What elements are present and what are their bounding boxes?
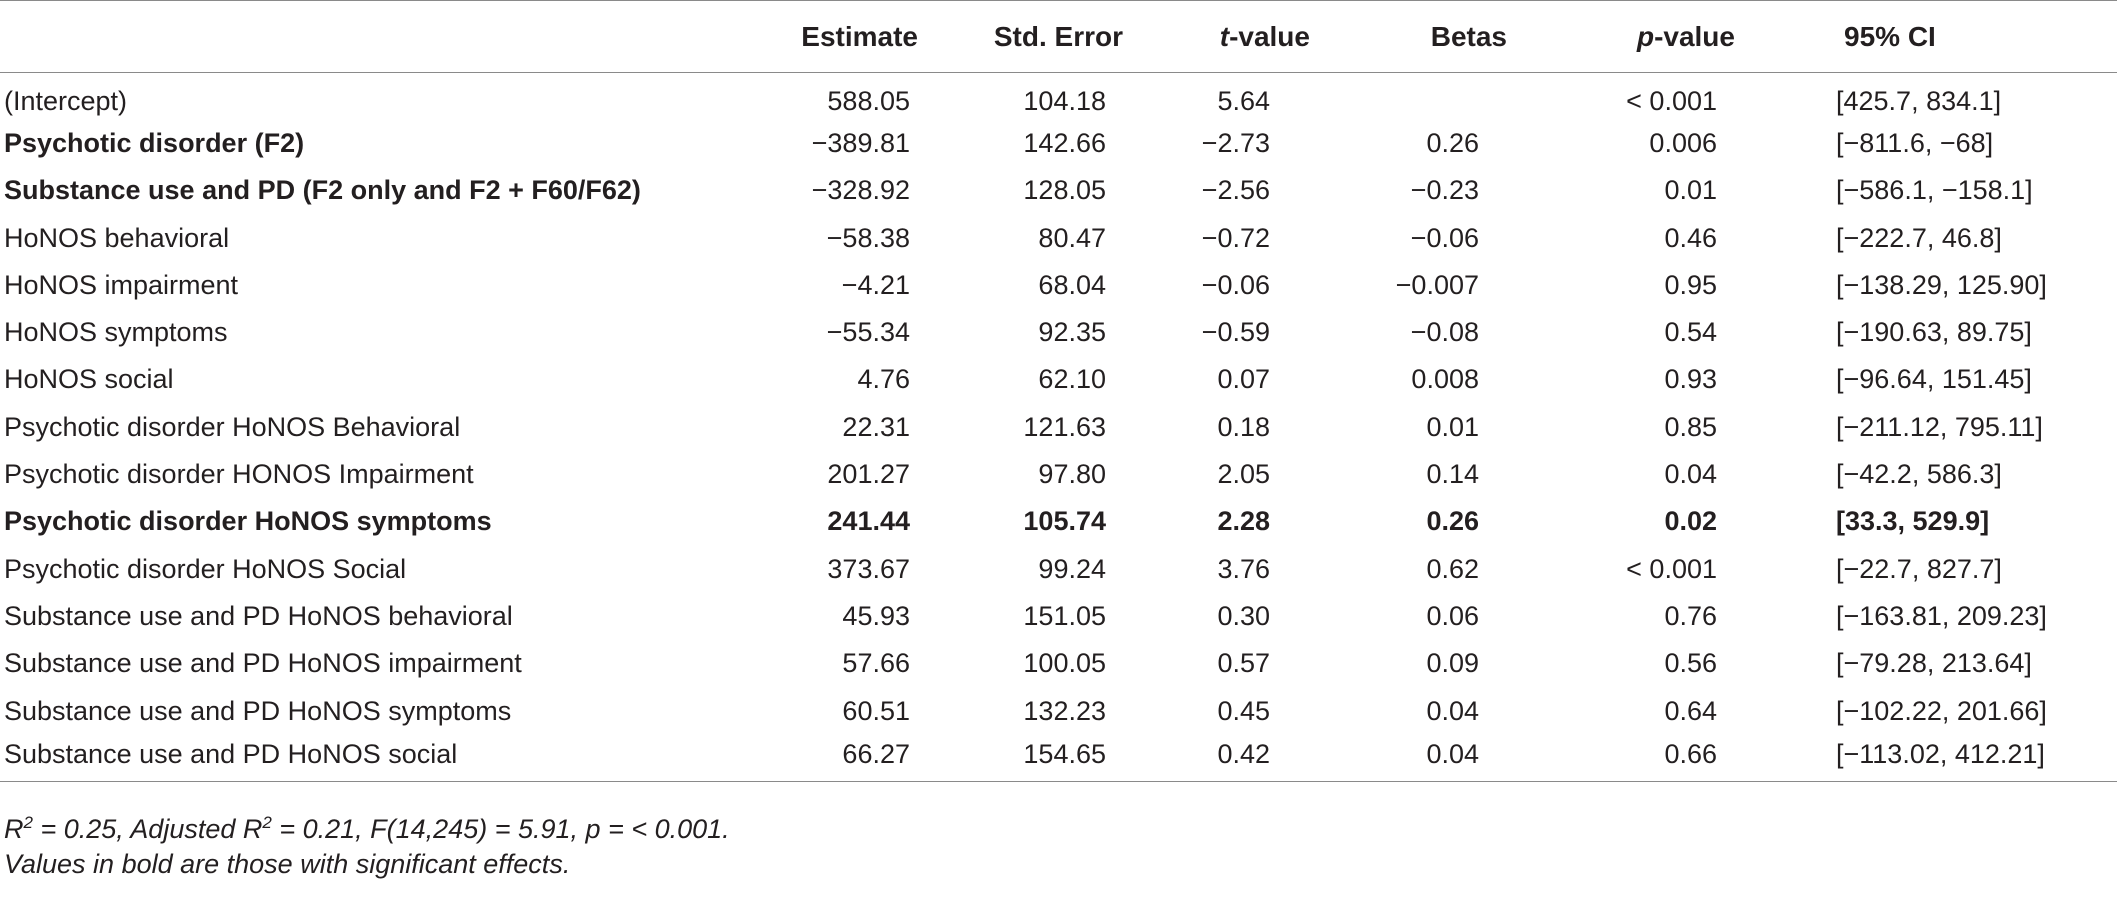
row-label: Psychotic disorder HoNOS symptoms [4, 506, 492, 537]
cell-t-value: 0.18 [1217, 411, 1270, 442]
cell-t-value: −0.72 [1201, 222, 1270, 253]
cell-p-value: 0.02 [1664, 506, 1717, 537]
cell-beta: 0.008 [1411, 364, 1479, 395]
cell-t-value: −2.73 [1201, 127, 1270, 158]
cell-ci: [425.7, 834.1] [1836, 85, 2002, 116]
cell-std-error: 100.05 [1023, 648, 1106, 679]
cell-ci: [−42.2, 586.3] [1836, 459, 2002, 490]
header-p-value-italic: p [1636, 20, 1655, 52]
table-row [0, 640, 2117, 687]
table-body [0, 73, 2117, 782]
row-label: Psychotic disorder HoNOS Social [4, 553, 407, 584]
header-t-value-rest: -value [1229, 20, 1310, 52]
table-row [0, 262, 2117, 309]
cell-ci: [−79.28, 213.64] [1836, 648, 2032, 679]
header-ci: 95% CI [1807, 1, 2117, 73]
row-label: Substance use and PD HoNOS impairment [4, 648, 522, 679]
table-row [0, 167, 2117, 214]
cell-ci: [−96.64, 151.45] [1836, 364, 2032, 395]
table-header-row [0, 1, 2117, 73]
table-row-significant [0, 498, 2117, 545]
cell-ci: [−211.12, 795.11] [1836, 411, 2043, 442]
row-label: HoNOS impairment [4, 269, 239, 300]
cell-beta: 0.09 [1426, 648, 1479, 679]
cell-t-value: 0.07 [1217, 364, 1270, 395]
header-t-value-italic: t [1219, 20, 1230, 52]
cell-p-value: 0.01 [1664, 175, 1717, 206]
row-label: (Intercept) [4, 85, 128, 116]
cell-beta: 0.26 [1426, 506, 1479, 537]
r2-symbol: R [4, 814, 24, 844]
cell-ci: [−190.63, 89.75] [1836, 317, 2032, 348]
cell-ci: [−138.29, 125.90] [1836, 269, 2047, 300]
cell-ci: [−811.6, −68] [1836, 127, 1994, 158]
cell-estimate: 588.05 [827, 85, 910, 116]
cell-ci: [33.3, 529.9] [1836, 506, 1990, 537]
model-fit-statistics [4, 812, 730, 847]
row-label: HoNOS symptoms [4, 317, 228, 348]
header-estimate: Estimate [770, 1, 940, 73]
table-row [0, 309, 2117, 356]
cell-t-value: 2.05 [1217, 459, 1270, 490]
row-label: Substance use and PD HoNOS social [0, 735, 770, 782]
cell-beta: 0.14 [1426, 459, 1479, 490]
cell-estimate: −4.21 [841, 269, 910, 300]
cell-std-error: 154.65 [940, 735, 1168, 782]
table-row [0, 404, 2117, 451]
header-t-value [1168, 1, 1370, 73]
cell-p-value: 0.006 [1649, 127, 1717, 158]
bold-values-note: Values in bold are those with significant effects. [4, 849, 571, 879]
header-betas: Betas [1370, 1, 1575, 73]
header-p-value [1575, 1, 1807, 73]
cell-std-error: 104.18 [1023, 85, 1106, 116]
cell-beta: −0.06 [1410, 222, 1479, 253]
cell-beta: −0.007 [1395, 269, 1479, 300]
table-row [0, 120, 2117, 167]
cell-beta: 0.04 [1426, 695, 1479, 726]
cell-t-value: 2.28 [1217, 506, 1270, 537]
cell-std-error: 121.63 [1023, 411, 1106, 442]
cell-beta: 0.06 [1426, 600, 1479, 631]
cell-beta: 0.01 [1426, 411, 1479, 442]
r2-superscript: 2 [23, 813, 33, 832]
cell-ci: [−113.02, 412.21] [1807, 735, 2117, 782]
adjusted-r2-superscript: 2 [262, 813, 272, 832]
cell-estimate: 22.31 [842, 411, 910, 442]
cell-t-value: 0.42 [1168, 735, 1370, 782]
table-row [0, 735, 2117, 782]
cell-p-value: 0.76 [1664, 600, 1717, 631]
cell-p-value: < 0.001 [1626, 85, 1717, 116]
cell-estimate: −58.38 [826, 222, 910, 253]
row-label: Psychotic disorder HoNOS Behavioral [4, 411, 461, 442]
cell-estimate: 60.51 [842, 695, 910, 726]
cell-estimate: −389.81 [811, 127, 910, 158]
cell-p-value: 0.64 [1664, 695, 1717, 726]
cell-std-error: 92.35 [1038, 317, 1106, 348]
cell-p-value: 0.66 [1575, 735, 1807, 782]
table-row [0, 451, 2117, 498]
cell-beta [1370, 73, 1575, 120]
header-label [0, 1, 770, 73]
cell-ci: [−163.81, 209.23] [1836, 600, 2047, 631]
table-notes [4, 812, 730, 882]
cell-p-value: < 0.001 [1626, 553, 1717, 584]
cell-std-error: 62.10 [1038, 364, 1106, 395]
cell-ci: [−22.7, 827.7] [1836, 553, 2002, 584]
cell-std-error: 151.05 [1023, 600, 1106, 631]
cell-beta: −0.08 [1410, 317, 1479, 348]
cell-p-value: 0.54 [1664, 317, 1717, 348]
cell-t-value: −2.56 [1201, 175, 1270, 206]
table-row [0, 356, 2117, 403]
cell-estimate: 373.67 [827, 553, 910, 584]
fit-statistics-rest: = 0.21, F(14,245) = 5.91, p = < 0.001. [271, 814, 730, 844]
table-row [0, 593, 2117, 640]
cell-ci: [−586.1, −158.1] [1836, 175, 2033, 206]
cell-estimate: 241.44 [827, 506, 910, 537]
cell-estimate: 4.76 [857, 364, 910, 395]
cell-t-value: 0.30 [1217, 600, 1270, 631]
row-label: Psychotic disorder (F2) [4, 127, 305, 158]
cell-std-error: 142.66 [1023, 127, 1106, 158]
cell-std-error: 128.05 [1023, 175, 1106, 206]
cell-std-error: 105.74 [1023, 506, 1106, 537]
cell-std-error: 99.24 [1038, 553, 1106, 584]
table-row [0, 545, 2117, 592]
row-label: Substance use and PD HoNOS symptoms [4, 695, 512, 726]
cell-t-value: 0.45 [1217, 695, 1270, 726]
cell-ci: [−222.7, 46.8] [1836, 222, 2002, 253]
cell-std-error: 68.04 [1038, 269, 1106, 300]
cell-beta: 0.62 [1426, 553, 1479, 584]
cell-ci: [−102.22, 201.66] [1836, 695, 2047, 726]
cell-std-error: 80.47 [1038, 222, 1106, 253]
cell-p-value: 0.46 [1664, 222, 1717, 253]
header-std-error: Std. Error [940, 1, 1168, 73]
cell-t-value: −0.59 [1201, 317, 1270, 348]
cell-estimate: 45.93 [842, 600, 910, 631]
row-label: Substance use and PD HoNOS behavioral [4, 600, 513, 631]
r2-and-adjusted-text: = 0.25, Adjusted R [32, 814, 263, 844]
cell-estimate: −328.92 [811, 175, 910, 206]
cell-estimate: −55.34 [826, 317, 910, 348]
cell-p-value: 0.95 [1664, 269, 1717, 300]
cell-p-value: 0.04 [1664, 459, 1717, 490]
header-p-value-rest: -value [1654, 20, 1735, 52]
cell-t-value: 3.76 [1217, 553, 1270, 584]
cell-t-value: 0.57 [1217, 648, 1270, 679]
cell-p-value: 0.93 [1664, 364, 1717, 395]
cell-t-value: 5.64 [1217, 85, 1270, 116]
cell-estimate: 66.27 [770, 735, 940, 782]
cell-std-error: 97.80 [1038, 459, 1106, 490]
cell-p-value: 0.85 [1664, 411, 1717, 442]
cell-beta: 0.26 [1426, 127, 1479, 158]
row-label: HoNOS behavioral [4, 222, 230, 253]
cell-estimate: 57.66 [842, 648, 910, 679]
cell-beta: 0.04 [1370, 735, 1575, 782]
cell-std-error: 132.23 [1023, 695, 1106, 726]
cell-estimate: 201.27 [827, 459, 910, 490]
table-row [0, 73, 2117, 120]
row-label: HoNOS social [4, 364, 174, 395]
table-row [0, 687, 2117, 734]
cell-beta: −0.23 [1410, 175, 1479, 206]
cell-p-value: 0.56 [1664, 648, 1717, 679]
cell-t-value: −0.06 [1201, 269, 1270, 300]
table-row [0, 214, 2117, 261]
row-label: Psychotic disorder HONOS Impairment [4, 459, 474, 490]
row-label: Substance use and PD (F2 only and F2 + F60/F62) [4, 175, 641, 206]
